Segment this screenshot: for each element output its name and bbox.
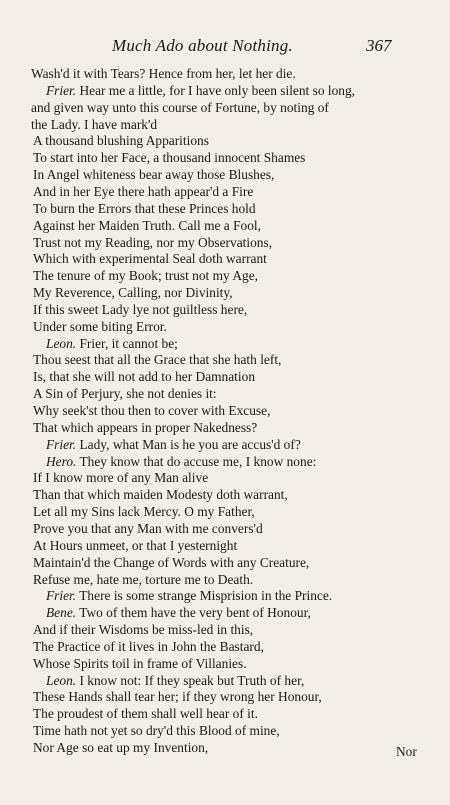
line-text: I know not: If they speak but Truth of her, — [76, 672, 305, 688]
line-text: To burn the Errors that these Princes hold — [33, 200, 256, 216]
line-text: Why seek'st thou then to cover with Excuse, — [33, 403, 271, 418]
line-text: Maintain'd the Change of Words with any Creature, — [33, 554, 310, 570]
line-text: A Sin of Perjury, she not denies it: — [33, 386, 217, 402]
text-line — [33, 688, 322, 705]
text-line — [33, 621, 253, 638]
line-text: That which appears in proper Nakedness? — [33, 419, 258, 435]
line-text: A thousand blushing Apparitions — [33, 133, 209, 149]
speech-line — [46, 672, 304, 689]
line-text: Wash'd it with Tears? Hence from her, let her die. — [31, 66, 296, 81]
text-line — [33, 705, 258, 722]
line-text: To start into her Face, a thousand innocent Shames — [33, 150, 306, 166]
text-line — [33, 638, 264, 655]
speech-line — [46, 82, 355, 99]
text-line — [33, 486, 288, 503]
line-text: Trust not my Reading, nor my Observations, — [33, 234, 273, 250]
text-line — [33, 217, 261, 234]
text-line — [33, 503, 255, 520]
text-line — [33, 149, 305, 166]
speech-line — [46, 453, 316, 470]
speaker-name: Leon. — [46, 335, 77, 351]
text-line — [33, 554, 309, 571]
line-text: Under some biting Error. — [33, 318, 167, 334]
text-line — [33, 234, 272, 251]
page-number: 367 — [366, 36, 392, 55]
text-line — [33, 200, 256, 217]
speech-line — [46, 604, 311, 621]
text-line — [33, 166, 274, 183]
speaker-name: Frier. — [46, 588, 77, 604]
text-line — [31, 99, 329, 116]
running-title: Much Ado about Nothing. — [112, 36, 293, 55]
text-line — [33, 402, 270, 419]
text-line — [33, 267, 258, 284]
line-text: Lady, what Man is he you are accus'd of? — [76, 436, 301, 452]
text-line — [33, 318, 167, 335]
text-line — [33, 132, 209, 149]
speech-line — [46, 335, 178, 352]
line-text: Two of them have the very bent of Honour, — [76, 605, 311, 621]
line-text: And if their Wisdoms be miss-led in this, — [33, 622, 254, 638]
running-head — [0, 36, 450, 58]
text-line — [33, 739, 208, 756]
text-line — [33, 183, 253, 200]
text-line — [33, 351, 281, 368]
text-line — [31, 116, 157, 133]
line-text: Which with experimental Seal doth warrant — [33, 251, 267, 267]
text-line — [33, 250, 267, 267]
line-text: At Hours unmeet, or that I yesternight — [33, 537, 238, 553]
text-line — [33, 537, 237, 554]
text-line — [33, 722, 280, 739]
line-text: These Hands shall tear her; if they wrong her Honour, — [33, 689, 322, 705]
line-text: the Lady. I have mark'd — [31, 116, 158, 132]
line-text: My Reverence, Calling, nor Divinity, — [33, 285, 233, 301]
line-text: The proudest of them shall well hear of it. — [33, 706, 258, 722]
line-text: Whose Spirits toil in frame of Villanies. — [33, 655, 247, 671]
line-text: Let all my Sins lack Mercy. O my Father, — [33, 504, 255, 520]
line-text: The tenure of my Book; trust not my Age, — [33, 268, 259, 284]
text-line — [31, 65, 296, 82]
line-text: Than that which maiden Modesty doth warrant, — [33, 487, 288, 503]
text-line — [33, 520, 263, 537]
line-text: Nor Age so eat up my Invention, — [33, 740, 209, 755]
text-line — [33, 301, 247, 318]
line-text: and given way unto this course of Fortune, by noting of — [31, 99, 329, 115]
line-text: Is, that she will not add to her Damnation — [33, 369, 256, 385]
line-text: Against her Maiden Truth. Call me a Fool, — [33, 217, 261, 233]
line-text: Frier, it cannot be; — [76, 335, 178, 351]
line-text: In Angel whiteness bear away those Blushes, — [33, 167, 275, 183]
line-text: Thou seest that all the Grace that she hath left, — [33, 352, 282, 368]
text-line — [33, 419, 257, 436]
line-text: They know that do accuse me, I know none: — [76, 453, 317, 469]
catchword: Nor — [396, 744, 417, 759]
text-line — [33, 284, 233, 301]
line-text: Refuse me, hate me, torture me to Death. — [33, 571, 254, 587]
line-text: The Practice of it lives in John the Bastard, — [33, 638, 264, 654]
line-text: And in her Eye there hath appear'd a Fire — [33, 183, 254, 199]
line-text: Hear me a little, for I have only been silent so long, — [76, 82, 356, 98]
text-line — [33, 385, 217, 402]
line-text: There is some strange Misprision in the Prince. — [76, 588, 333, 604]
text-line — [33, 655, 247, 672]
text-line — [33, 368, 255, 385]
speaker-name: Frier. — [46, 82, 77, 98]
speaker-name: Leon. — [46, 672, 77, 688]
line-text: Time hath not yet so dry'd this Blood of mine, — [33, 723, 280, 739]
speaker-name: Frier. — [46, 436, 77, 452]
text-line — [33, 469, 208, 486]
line-text: If this sweet Lady lye not guiltless here, — [33, 301, 248, 317]
line-text: If I know more of any Man alive — [33, 470, 209, 486]
speech-line — [46, 587, 332, 604]
text-line — [33, 571, 253, 588]
speech-line — [46, 436, 301, 453]
speaker-name: Hero. — [46, 453, 77, 469]
line-text: Prove you that any Man with me convers'd — [33, 520, 263, 536]
speaker-name: Bene. — [46, 605, 77, 621]
